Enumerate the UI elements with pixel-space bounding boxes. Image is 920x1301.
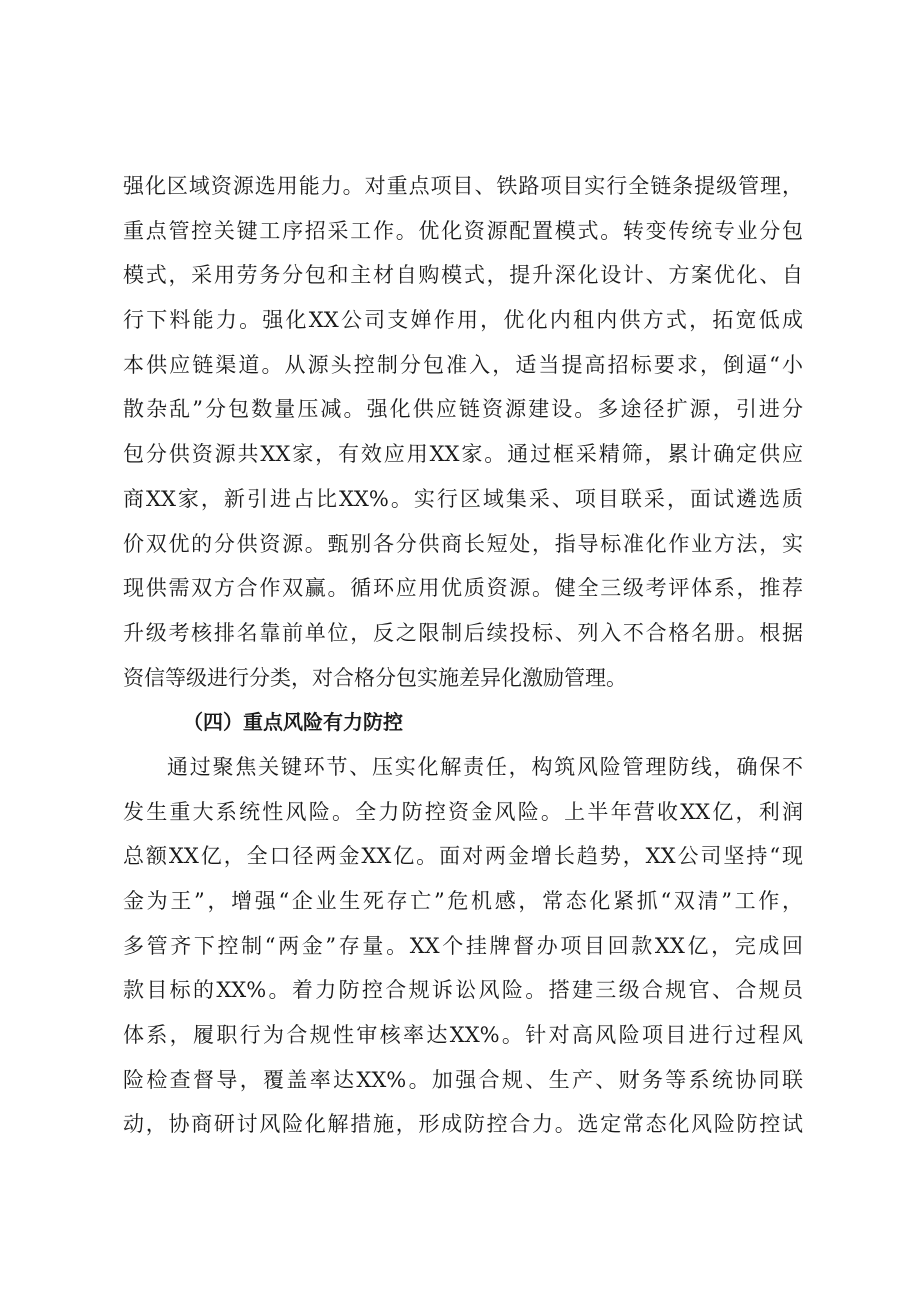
paragraph-line: 升级考核排名靠前单位，反之限制后续投标、列入不合格名册。根据	[123, 620, 803, 645]
paragraph-line: 体系，履职行为合规性审核率达XX%。针对高风险项目进行过程风	[123, 1023, 803, 1048]
paragraph-line: 本供应链渠道。从源头控制分包准入，适当提高招标要求，倒逼“小	[123, 352, 803, 377]
paragraph-line: 险检查督导，覆盖率达XX%。加强合规、生产、财务等系统协同联	[123, 1067, 803, 1092]
paragraph-line: 包分供资源共XX家，有效应用XX家。通过框采精筛，累计确定供应	[123, 442, 803, 467]
paragraph-line: 现供需双方合作双赢。循环应用优质资源。健全三级考评体系，推荐	[123, 576, 803, 601]
paragraph-line: 金为王”，增强“企业生死存亡”危机感，常态化紧抓“双清”工作，	[123, 889, 803, 913]
paragraph-line: 多管齐下控制“两金”存量。XX个挂牌督办项目回款XX亿，完成回	[123, 933, 803, 958]
document-body	[123, 164, 803, 1147]
paragraph-line: 总额XX亿，全口径两金XX亿。面对两金增长趋势，XX公司坚持“现	[123, 844, 803, 869]
paragraph-line: 散杂乱”分包数量压减。强化供应链资源建设。多途径扩源，引进分	[123, 397, 803, 422]
paragraph-line: 强化区域资源选用能力。对重点项目、铁路项目实行全链条提级管理，	[123, 174, 803, 198]
paragraph-line: 动，协商研讨风险化解措施，形成防控合力。选定常态化风险防控试	[123, 1112, 803, 1137]
paragraph-line: 通过聚焦关键环节、压实化解责任，构筑风险管理防线，确保不	[167, 754, 803, 779]
paragraph-line: 行下料能力。强化XX公司支婵作用，优化内租内供方式，拓宽低成	[123, 308, 803, 333]
paragraph-line: 价双优的分供资源。甄别各分供商长短处，指导标准化作业方法，实	[123, 531, 803, 556]
paragraph-line: 款目标的XX%。着力防控合规诉讼风险。搭建三级合规官、合规员	[123, 978, 803, 1003]
paragraph-line: 模式，采用劳务分包和主材自购模式，提升深化设计、方案优化、自	[123, 263, 803, 288]
section-heading: （四）重点风险有力防控	[183, 710, 403, 735]
paragraph-line: 发生重大系统性风险。全力防控资金风险。上半年营收XX亿，利润	[123, 799, 803, 824]
paragraph-line: 重点管控关键工序招采工作。优化资源配置模式。转变传统专业分包	[123, 218, 803, 243]
paragraph-line: 商XX家，新引进占比XX%。实行区域集采、项目联采，面试遴选质	[123, 486, 803, 511]
paragraph-line: 资信等级进行分类，对合格分包实施差异化激励管理。	[123, 665, 627, 690]
